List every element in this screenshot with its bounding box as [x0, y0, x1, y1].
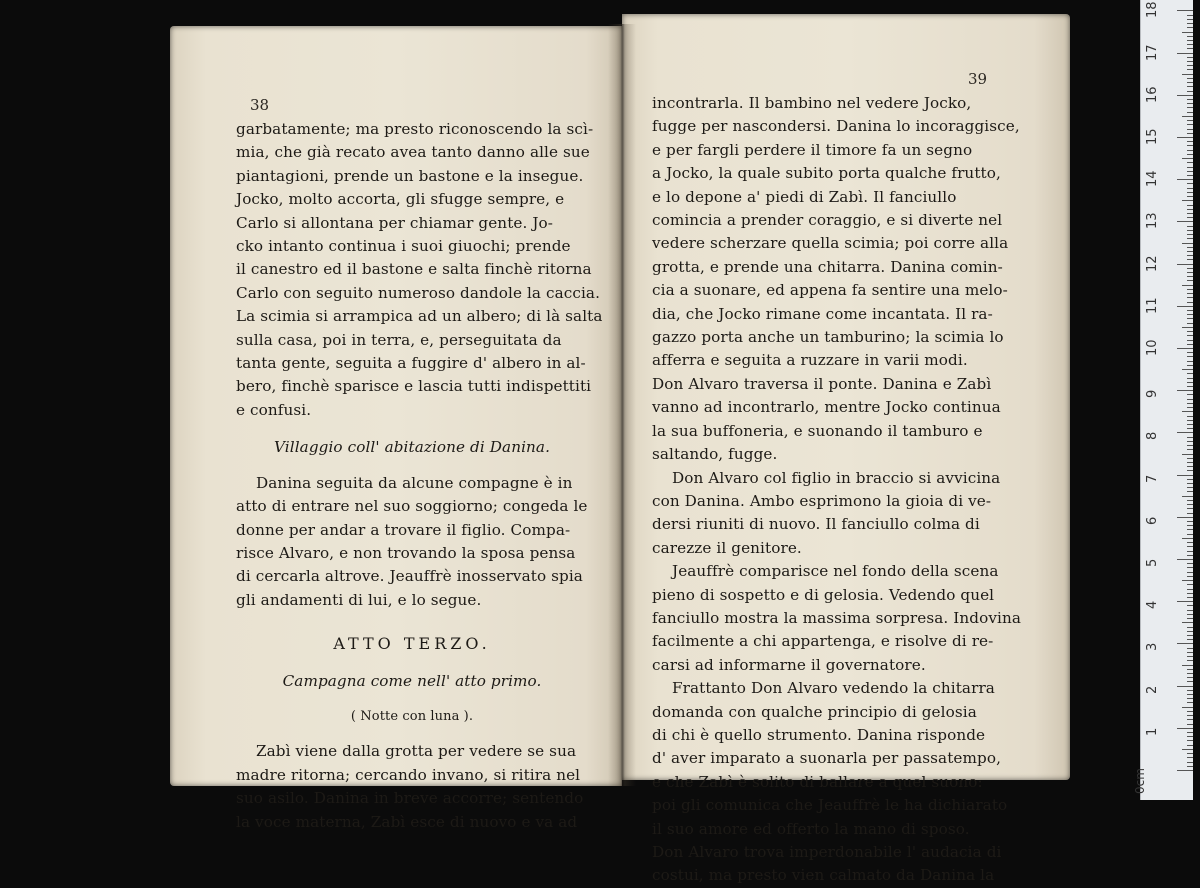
ruler-tick: [1187, 428, 1193, 429]
ruler-number: 7: [1145, 474, 1160, 483]
ruler-tick: [1187, 323, 1193, 324]
ruler-tick: [1187, 753, 1193, 754]
text-line: e confusi.: [236, 400, 312, 419]
ruler-number: 15: [1145, 128, 1160, 145]
ruler-tick: [1187, 403, 1193, 404]
ruler-tick: [1187, 394, 1193, 395]
ruler-tick: [1187, 610, 1193, 611]
ruler-tick: [1187, 78, 1193, 79]
ruler-tick: [1187, 711, 1193, 712]
ruler-tick: [1187, 234, 1193, 235]
right-paragraph-2: [652, 467, 1010, 561]
text-line: dersi riuniti di nuovo. Il fanciullo colma di: [652, 515, 980, 534]
ruler-tick: [1187, 209, 1193, 210]
ruler-tick: [1177, 643, 1193, 644]
ruler-tick: [1187, 69, 1193, 70]
text-line: Frattanto Don Alvaro vedendo la chitarra: [672, 679, 995, 698]
ruler-tick: [1187, 766, 1193, 767]
ruler-tick: [1177, 264, 1193, 265]
ruler-number: 11: [1145, 297, 1160, 314]
ruler-number: 5: [1145, 558, 1160, 567]
ruler-tick: [1187, 424, 1193, 425]
ruler-tick: [1187, 715, 1193, 716]
ruler-tick: [1187, 576, 1193, 577]
ruler-tick: [1187, 162, 1193, 163]
ruler-unit-label: 0cm: [1133, 768, 1147, 794]
ruler-tick: [1187, 542, 1193, 543]
ruler-tick: [1187, 635, 1193, 636]
ruler-tick: [1187, 740, 1193, 741]
text-line: suo asilo. Danina in breve accorre; sentendo: [236, 789, 584, 808]
ruler-tick: [1187, 251, 1193, 252]
ruler-tick: [1187, 82, 1193, 83]
text-line: grotta, e prende una chitarra. Danina comin-: [652, 257, 1003, 276]
ruler-tick: [1187, 48, 1193, 49]
ruler-tick: [1182, 496, 1193, 497]
ruler-tick: [1187, 487, 1193, 488]
ruler-tick: [1177, 179, 1193, 180]
ruler-tick: [1187, 470, 1193, 471]
text-line: la sua buffoneria, e suonando il tamburo e: [652, 421, 983, 440]
ruler-tick: [1187, 259, 1193, 260]
text-line: garbatamente; ma presto riconoscendo la scì-: [236, 120, 594, 138]
ruler-tick: [1187, 656, 1193, 657]
ruler-tick: [1187, 529, 1193, 530]
ruler-tick: [1177, 53, 1193, 54]
text-line: di chi è quello strumento. Danina risponde: [652, 725, 986, 744]
ruler-tick: [1187, 196, 1193, 197]
ruler-tick: [1187, 513, 1193, 514]
text-line: la voce materna, Zabì esce di nuovo e va ad: [236, 812, 578, 831]
ruler-tick: [1187, 145, 1193, 146]
ruler-tick: [1177, 10, 1193, 11]
text-line: fanciullo mostra la massima sorpresa. Indovina: [652, 608, 1021, 627]
ruler-tick: [1187, 276, 1193, 277]
ruler-tick: [1187, 171, 1193, 172]
text-line: gazzo porta anche un tamburino; la scimia lo: [652, 328, 1004, 347]
ruler-tick: [1187, 702, 1193, 703]
left-page-text: [236, 118, 603, 834]
ruler-tick: [1187, 302, 1193, 303]
ruler-tick: [1187, 567, 1193, 568]
left-paragraph-3: [236, 740, 588, 834]
text-line: pieno di sospetto e di gelosia. Vedendo quel: [652, 585, 995, 604]
text-line: Danina seguita da alcune compagne è in: [256, 473, 573, 492]
ruler-tick: [1187, 91, 1193, 92]
ruler-tick: [1187, 677, 1193, 678]
ruler-tick: [1187, 449, 1193, 450]
ruler-tick: [1187, 318, 1193, 319]
ruler-tick: [1187, 340, 1193, 341]
ruler-tick: [1187, 120, 1193, 121]
ruler-tick: [1187, 563, 1193, 564]
text-line: il suo amore ed offerto la mano di sposo.: [652, 819, 970, 838]
ruler-tick: [1177, 770, 1193, 771]
ruler-tick: [1187, 555, 1193, 556]
ruler-tick: [1187, 382, 1193, 383]
text-line: sulla casa, poi in terra, e, perseguitata da: [236, 330, 562, 349]
ruler-tick: [1177, 728, 1193, 729]
ruler-tick: [1187, 15, 1193, 16]
ruler-tick: [1187, 188, 1193, 189]
ruler-tick: [1187, 36, 1193, 37]
ruler-number: 9: [1145, 389, 1160, 399]
text-line: carsi ad informarne il governatore.: [652, 655, 926, 674]
stage-note: ( Notte con luna ).: [350, 708, 474, 724]
ruler-tick: [1187, 732, 1193, 733]
ruler-tick: [1187, 356, 1193, 357]
ruler-tick: [1187, 551, 1193, 552]
ruler-tick: [1182, 538, 1193, 539]
ruler-tick: [1187, 441, 1193, 442]
ruler-tick: [1187, 589, 1193, 590]
ruler-number: 4: [1145, 600, 1160, 610]
ruler-tick: [1187, 652, 1193, 653]
ruler-tick: [1177, 559, 1193, 560]
ruler-tick: [1187, 192, 1193, 193]
ruler-tick: [1187, 525, 1193, 526]
ruler-tick: [1187, 762, 1193, 763]
ruler-tick: [1187, 673, 1193, 674]
text-line: bero, finchè sparisce e lascia tutti indispettiti: [236, 377, 592, 396]
ruler-tick: [1187, 593, 1193, 594]
ruler-tick: [1187, 445, 1193, 446]
ruler-tick: [1177, 686, 1193, 687]
text-line: facilmente a chi appartenga, e risolve di re-: [652, 632, 994, 651]
ruler-tick: [1187, 698, 1193, 699]
ruler-tick: [1187, 491, 1193, 492]
ruler-tick: [1187, 416, 1193, 417]
text-line: Don Alvaro trova imperdonabile l' audacia di: [652, 843, 1002, 861]
text-line: comincia a prender coraggio, e si diverte nel: [652, 211, 1003, 230]
ruler-tick: [1182, 74, 1193, 75]
text-line: incontrarla. Il bambino nel vedere Jocko,: [652, 94, 972, 112]
ruler-tick: [1182, 116, 1193, 117]
ruler-tick: [1182, 327, 1193, 328]
ruler-tick: [1187, 314, 1193, 315]
ruler-tick: [1187, 483, 1193, 484]
ruler-tick: [1182, 411, 1193, 412]
text-line: Jeauffrè comparisce nel fondo della scena: [672, 562, 999, 581]
ruler-tick: [1187, 280, 1193, 281]
ruler-number: 16: [1145, 86, 1160, 103]
left-paragraph-1: [236, 118, 603, 422]
ruler-tick: [1187, 373, 1193, 374]
ruler-number: 1: [1145, 727, 1160, 736]
ruler-tick: [1177, 95, 1193, 96]
ruler-tick: [1187, 407, 1193, 408]
ruler-tick: [1187, 150, 1193, 151]
ruler-tick: [1187, 614, 1193, 615]
text-line: cia a suonare, ed appena fa sentire una melo-: [652, 281, 1008, 300]
ruler-tick: [1187, 247, 1193, 248]
text-line: risce Alvaro, e non trovando la sposa pensa: [236, 543, 576, 562]
ruler-tick: [1187, 386, 1193, 387]
text-line: e per fargli perdere il timore fa un segno: [652, 140, 973, 159]
right-page-text: [652, 92, 1021, 888]
ruler-number: 8: [1145, 432, 1160, 441]
book-gutter: [608, 24, 636, 786]
ruler-tick: [1187, 605, 1193, 606]
ruler-number: 14: [1145, 170, 1160, 188]
ruler-number: 17: [1145, 44, 1160, 61]
ruler-tick: [1182, 580, 1193, 581]
text-line: e lo depone a' piedi di Zabì. Il fanciullo: [652, 187, 957, 206]
ruler-tick: [1187, 378, 1193, 379]
text-line: cko intanto continua i suoi giuochi; prende: [236, 237, 571, 256]
text-line: dia, che Jocko rimane come incantata. Il ra-: [652, 304, 993, 323]
left-paragraph-2: [236, 472, 588, 612]
open-book: [170, 14, 1070, 885]
text-line: Carlo si allontana per chiamar gente. Jo-: [236, 213, 554, 232]
right-page: [622, 14, 1070, 885]
ruler-tick: [1187, 534, 1193, 535]
ruler-number: 12: [1145, 255, 1160, 272]
ruler-tick: [1187, 213, 1193, 214]
ruler-tick: [1177, 601, 1193, 602]
ruler-tick: [1187, 462, 1193, 463]
ruler-tick: [1187, 293, 1193, 294]
ruler-tick: [1187, 141, 1193, 142]
ruler-tick: [1187, 335, 1193, 336]
ruler-tick: [1187, 639, 1193, 640]
ruler-tick: [1187, 694, 1193, 695]
ruler-tick: [1187, 99, 1193, 100]
measurement-ruler: [1133, 0, 1193, 800]
ruler-tick: [1187, 546, 1193, 547]
ruler-tick: [1187, 27, 1193, 28]
ruler-tick: [1187, 479, 1193, 480]
ruler-tick: [1187, 112, 1193, 113]
ruler-tick: [1187, 297, 1193, 298]
ruler-tick: [1182, 665, 1193, 666]
ruler-tick: [1187, 230, 1193, 231]
ruler-tick: [1182, 707, 1193, 708]
ruler-tick: [1187, 420, 1193, 421]
ruler-tick: [1187, 745, 1193, 746]
ruler-tick: [1187, 365, 1193, 366]
ruler-tick: [1187, 669, 1193, 670]
ruler-tick: [1187, 255, 1193, 256]
text-line: il canestro ed il bastone e salta finchè ritorna: [236, 260, 592, 279]
ruler-tick: [1187, 631, 1193, 632]
ruler-tick: [1182, 749, 1193, 750]
text-line: poi gli comunica che Jeauffrè le ha dichiarato: [652, 796, 1008, 815]
ruler-tick: [1187, 61, 1193, 62]
text-line: d' aver imparato a suonarla per passatempo,: [652, 749, 1001, 768]
ruler-tick: [1187, 133, 1193, 134]
ruler-tick: [1187, 19, 1193, 20]
ruler-tick: [1187, 310, 1193, 311]
ruler-tick: [1182, 454, 1193, 455]
ruler-tick: [1187, 344, 1193, 345]
ruler-tick: [1187, 500, 1193, 501]
ruler-tick: [1187, 129, 1193, 130]
text-line: vanno ad incontrarlo, mentre Jocko continua: [652, 398, 1001, 417]
ruler-number: 10: [1145, 339, 1160, 356]
ruler-tick: [1182, 200, 1193, 201]
text-line: mia, che già recato avea tanto danno alle sue: [236, 143, 590, 162]
ruler-tick: [1187, 399, 1193, 400]
ruler-tick: [1187, 331, 1193, 332]
ruler-tick: [1182, 622, 1193, 623]
ruler-tick: [1187, 719, 1193, 720]
ruler-tick: [1187, 272, 1193, 273]
ruler-number: 3: [1145, 643, 1160, 652]
ruler-tick: [1187, 175, 1193, 176]
ruler-tick: [1187, 40, 1193, 41]
ruler-tick: [1187, 458, 1193, 459]
ruler-tick: [1187, 205, 1193, 206]
ruler-tick: [1187, 690, 1193, 691]
text-line: donne per andar a trovare il figlio. Compa-: [236, 520, 571, 539]
text-line: Jocko, molto accorta, gli sfugge sempre, e: [236, 190, 565, 209]
right-paragraph-3: [652, 560, 1021, 677]
ruler-tick: [1177, 348, 1193, 349]
ruler-tick: [1187, 521, 1193, 522]
ruler-tick: [1187, 226, 1193, 227]
ruler-number: 2: [1145, 685, 1160, 694]
ruler-tick: [1187, 23, 1193, 24]
ruler-tick: [1177, 306, 1193, 307]
ruler-tick: [1177, 517, 1193, 518]
ruler-tick: [1187, 86, 1193, 87]
text-line: di cercarla altrove. Jeauffrè inosservato spia: [236, 567, 583, 586]
ruler-tick: [1187, 508, 1193, 509]
ruler-tick: [1187, 361, 1193, 362]
ruler-tick: [1187, 167, 1193, 168]
left-page: [170, 26, 622, 831]
ruler-tick: [1187, 103, 1193, 104]
text-line: piantagioni, prende un bastone e la insegue.: [236, 166, 584, 185]
ruler-tick: [1187, 572, 1193, 573]
ruler-tick: [1177, 475, 1193, 476]
ruler-tick: [1187, 648, 1193, 649]
ruler-tick: [1187, 57, 1193, 58]
ruler-tick: [1182, 243, 1193, 244]
ruler-tick: [1187, 584, 1193, 585]
ruler-tick: [1182, 369, 1193, 370]
scene-heading-villaggio: Villaggio coll' abitazione di Danina.: [274, 438, 550, 457]
ruler-number: 18: [1145, 1, 1160, 19]
ruler-tick: [1182, 285, 1193, 286]
ruler-tick: [1187, 289, 1193, 290]
text-line: La scimia si arrampica ad un albero; di là salta: [236, 307, 603, 326]
scene-heading-campagna: Campagna come nell' atto primo.: [282, 671, 542, 690]
page-number-left: 38: [250, 96, 270, 114]
text-line: domanda con qualche principio di gelosia: [652, 702, 977, 721]
act-title: ATTO TERZO.: [333, 634, 491, 654]
text-line: afferra e seguita a ruzzare in varii modi.: [652, 351, 968, 370]
ruler-tick: [1187, 238, 1193, 239]
ruler-tick: [1187, 597, 1193, 598]
ruler-tick: [1187, 268, 1193, 269]
text-line: saltando, fugge.: [652, 445, 778, 464]
ruler-tick: [1187, 724, 1193, 725]
text-line: gli andamenti di lui, e lo segue.: [236, 590, 482, 609]
ruler-tick: [1187, 107, 1193, 108]
ruler-tick: [1187, 437, 1193, 438]
ruler-tick: [1187, 736, 1193, 737]
ruler-tick: [1187, 65, 1193, 66]
right-paragraph-4: [652, 677, 1010, 888]
text-line: carezze il genitore.: [652, 538, 802, 557]
ruler-tick: [1187, 352, 1193, 353]
text-line: madre ritorna; cercando invano, si ritira nel: [236, 765, 581, 784]
ruler-tick: [1187, 757, 1193, 758]
text-line: fugge per nascondersi. Danina lo incoraggisce,: [652, 117, 1020, 136]
ruler-tick: [1187, 154, 1193, 155]
text-line: costui, ma presto vien calmato da Danina la: [652, 866, 995, 885]
ruler-tick: [1187, 183, 1193, 184]
ruler-tick: [1187, 681, 1193, 682]
page-number-right: 39: [968, 70, 988, 88]
ruler-tick: [1182, 158, 1193, 159]
text-line: e che Zabì è solito di ballare a quel suono:: [652, 772, 983, 791]
ruler-tick: [1187, 504, 1193, 505]
text-line: Zabì viene dalla grotta per vedere se sua: [256, 742, 577, 761]
right-paragraph-1: [652, 92, 1020, 467]
ruler-tick: [1187, 466, 1193, 467]
text-line: Don Alvaro col figlio in braccio si avvicina: [672, 468, 1001, 487]
ruler-tick: [1187, 44, 1193, 45]
text-line: vedere scherzare quella scimia; poi corre alla: [652, 234, 1009, 253]
ruler-tick: [1177, 432, 1193, 433]
text-line: Carlo con seguito numeroso dandole la caccia.: [236, 283, 601, 302]
ruler-tick: [1177, 137, 1193, 138]
ruler-tick: [1187, 217, 1193, 218]
ruler-tick: [1177, 221, 1193, 222]
text-line: atto di entrare nel suo soggiorno; congeda le: [236, 497, 588, 516]
text-line: Don Alvaro traversa il ponte. Danina e Zabì: [652, 374, 992, 393]
ruler-tick: [1187, 660, 1193, 661]
ruler-tick: [1187, 627, 1193, 628]
ruler-tick: [1187, 618, 1193, 619]
ruler-tick: [1177, 390, 1193, 391]
ruler-tick: [1187, 124, 1193, 125]
text-line: a Jocko, la quale subito porta qualche frutto,: [652, 164, 1001, 183]
ruler-number: 6: [1145, 516, 1160, 525]
ruler-number: 13: [1145, 212, 1160, 230]
ruler-tick: [1182, 32, 1193, 33]
text-line: tanta gente, seguita a fuggire d' albero in al-: [236, 354, 586, 373]
text-line: con Danina. Ambo esprimono la gioia di ve-: [652, 491, 992, 510]
